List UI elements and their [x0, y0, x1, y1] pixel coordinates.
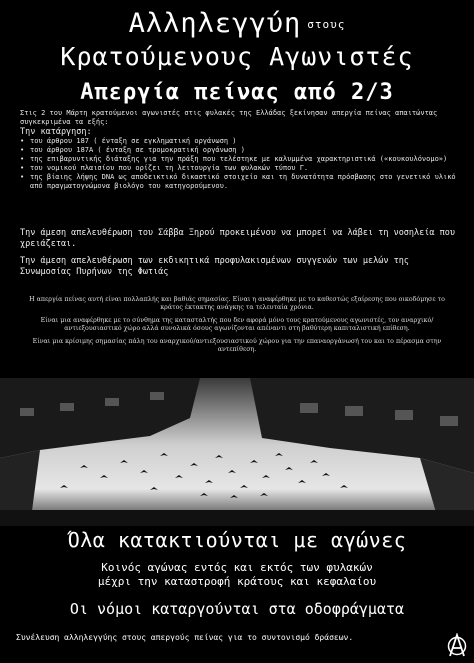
- slogan-line: μέχρι την καταστροφή κράτους και κεφαλαίου: [97, 575, 377, 588]
- footer-text: Συνέλευση αλληλεγγύης στους απεργούς πείνας για το συντονισμό δράσεων.: [16, 633, 354, 642]
- demands-block: [20, 228, 460, 284]
- list-item: • του άρθρου 187 ( ένταξη σε εγκληματική οργάνωση ): [20, 137, 460, 146]
- intro-heading: Την κατάργηση:: [20, 127, 92, 137]
- demand-paragraph: Την άμεση απελευθέρωση του Σάββα Ξηρού προκειμένου να μπορεί να λάβει τη νοσηλεία που χρειάζεται.: [20, 228, 455, 249]
- title-line-2: Κρατούμενους Αγωνιστές: [60, 42, 414, 71]
- birds-over-rooftops-photo: [0, 378, 474, 526]
- statement-paragraph: Είναι μια αναφέρθηκε με το σύνθημα της κατασταλτής που δεν αφορά μόνο τους κρατούμενους αγωνιστές, τον αναρχικό/αντιεξουσιαστικό χώρο αλλά συνολικά όσους αγωνίζονται απέναντι στη βαθύτερη καπιταλιστική επίθεση.: [40, 317, 434, 332]
- circle-a-anarchy-icon: [446, 633, 468, 657]
- statement-paragraph: Είναι μια κρίσιμης σημασίας πάλη του αναρχικού/αντιεξουσιαστικού χώρου για την επαναοργάνωσή του και το πέρασμα στην αντεπίθεση.: [32, 338, 442, 353]
- title-small: στους: [307, 18, 346, 31]
- list-item: • του άρθρου 187Α ( ένταξη σε τρομοκρατική οργάνωση ): [20, 146, 460, 155]
- slogan-main: Όλα κατακτιούνται με αγώνες: [67, 528, 407, 552]
- statements-block: [20, 296, 454, 359]
- intro-block: [20, 109, 460, 191]
- list-item: • της επιβαρυντικής διάταξης για την πράξη που τελέστηκε με καλυμμένα χαρακτηριστικά («κουκουλόνομο»): [20, 155, 460, 164]
- demand-paragraph: Την άμεση απελευθέρωση των εκδικητικά προφυλακισμένων συγγενών των μελών της Συνωμοσίας Πυρήνων της Φωτιάς: [20, 256, 409, 277]
- slogan-barricades: Οι νόμοι καταργούνται στα οδοφράγματα: [69, 600, 405, 618]
- intro-paragraph: Στις 2 του Μάρτη κρατούμενοι αγωνιστές στις φυλακές της Ελλάδας ξεκίνησαν απεργία πείνας απαιτώντας συγκεκριμένα τα εξής:: [20, 109, 438, 126]
- list-item: • του νομικού πλαισίου που ορίζει τη λειτουργία των φυλακών τύπου Γ.: [20, 164, 460, 173]
- slogan-secondary: [0, 561, 474, 589]
- statement-paragraph: Η απεργία πείνας αυτή είναι πολλαπλής και βαθιάς σημασίας. Είναι η αναφέρθηκε με το καθεστώς εξαίρεσης που οικοδόμησε το κράτος έκτακτης ανάγκης τα τελευταία χρόνια.: [29, 296, 445, 311]
- intro-list: [20, 137, 460, 191]
- title-main: Αλληλεγγύη: [128, 8, 302, 39]
- title-line-3: Απεργία πείνας από 2/3: [80, 80, 394, 105]
- list-item: • της βίαιης λήψης DNA ως αποδεικτικό δικαστικό στοιχείο και τη δυνατότητα πρόσβασης στο γενετικό υλικό από πραγματογνώμονα βιολόγο του κατηγορούμενου.: [20, 173, 460, 191]
- slogan-line: Κοινός αγώνας εντός και εκτός των φυλακών: [101, 561, 373, 574]
- title-line-1: [0, 8, 474, 39]
